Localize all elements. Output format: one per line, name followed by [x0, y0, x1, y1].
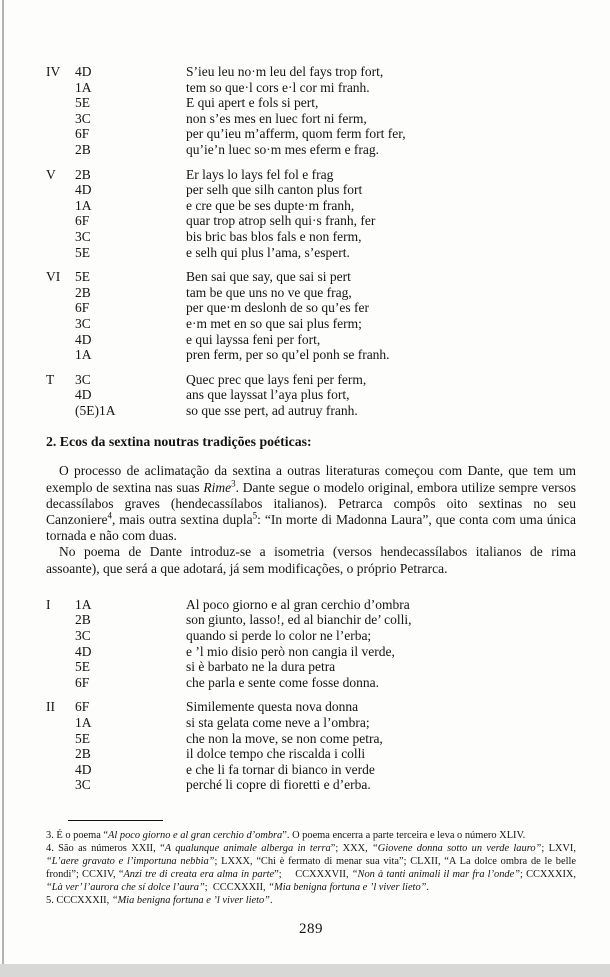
rhyme-key: 5E [75, 95, 90, 111]
verse-line [46, 213, 576, 229]
verse-text: per que·m deslonh de so qu’es fer [186, 300, 369, 316]
verse-line [46, 245, 576, 261]
stanza-number [46, 213, 75, 229]
verse-line [46, 731, 576, 747]
rhyme-key: 6F [75, 300, 90, 316]
text-segment: O processo de aclimatação da sextina a outras literaturas começou com Dante, que tem um exemplo de sextina nas suas [46, 463, 576, 495]
rhyme-key: 1A [75, 347, 92, 363]
stanza [46, 167, 576, 261]
stanza-number [46, 762, 75, 778]
rhyme-key: 4D [75, 761, 92, 777]
verse-line [46, 659, 576, 675]
verse-text: Quec prec que lays feni per ferm, [186, 371, 367, 387]
stanza [46, 269, 576, 363]
rhyme-key: 5E [75, 659, 90, 675]
footnote [46, 843, 576, 895]
stanza-number [46, 300, 75, 316]
text-segment: Anzi tre di creata era alma in parte [123, 868, 275, 880]
text-segment: “Là ver’ l’aurora che sí dolce l’aura” [46, 881, 205, 893]
verse-text: son giunto, lasso!, ed al bianchir de’ colli, [186, 612, 412, 628]
scan-bottom-edge [0, 964, 610, 977]
stanza-number [46, 126, 75, 142]
rhyme-key: 3C [75, 628, 91, 644]
verse-text: quando si perde lo color ne l’erba; [186, 628, 372, 644]
verse-line [46, 285, 576, 301]
verse-line [46, 715, 576, 731]
verse-line [46, 387, 576, 403]
rhyme-key: 4D [75, 64, 92, 79]
text-segment: 5 [252, 510, 258, 521]
verse-line [46, 167, 576, 183]
rhyme-key: 5E [75, 730, 90, 746]
stanza-number [46, 387, 75, 403]
verse-line [46, 332, 576, 348]
rhyme-key: 2B [75, 746, 91, 762]
stanza-number [46, 612, 75, 628]
footnote [46, 830, 576, 843]
rhyme-key: 3C [75, 777, 91, 793]
verse-line [46, 777, 576, 793]
verse-line [46, 80, 576, 96]
stanza-number [46, 229, 75, 245]
stanza-number [46, 628, 75, 644]
text-segment: . [269, 894, 273, 906]
rhyme-key: 3C [75, 315, 91, 331]
footnote [46, 895, 576, 908]
text-segment: ; CCCXXXII, [204, 881, 269, 893]
rhyme-key: (5E)1A [75, 402, 116, 418]
verse-text: per selh que silh canton plus fort [186, 182, 363, 198]
stanza-number [46, 659, 75, 675]
stanza-number [46, 403, 75, 419]
verse-text: e·m met en so que sai plus ferm; [186, 315, 362, 331]
rhyme-key: 6F [75, 674, 90, 690]
stanza [46, 699, 576, 793]
stanza-number: VI [46, 269, 61, 285]
verse-text: quar trop atrop selh qui·s franh, fer [186, 213, 376, 229]
verse-text: pren ferm, per so qu’el ponh se franh. [186, 347, 390, 363]
rhyme-key: 3C [75, 110, 91, 126]
verse-line [46, 300, 576, 316]
stanza-number [46, 644, 75, 660]
verse-text: perché li copre di fioretti e d’erba. [186, 777, 371, 793]
rhyme-key: 4D [75, 387, 92, 403]
verse-text: e qui layssa feni per fort, [186, 331, 321, 347]
stanza [46, 372, 576, 419]
text-segment: 4. São as números XXII, “ [46, 842, 165, 854]
stanza-number [46, 95, 75, 111]
page-number: 289 [299, 921, 323, 938]
verse-line [46, 597, 576, 613]
stanza-number [46, 245, 75, 261]
stanza-number [46, 347, 75, 363]
stanza-number: IV [46, 64, 61, 79]
text-segment: “L’aere gravato e l’importuna nebbia” [46, 855, 215, 867]
body-paragraphs [46, 463, 576, 576]
text-segment: ”. O poema encerra a parte terceira e leva o número XLIV. [282, 830, 526, 842]
text-segment: 4 [107, 510, 112, 521]
stanza-number: V [46, 166, 56, 182]
verse-text: il dolce tempo che riscalda i colli [186, 746, 366, 762]
text-segment: “Mia benigna fortuna e ’l viver lieto” [111, 894, 270, 906]
text-segment: . [426, 881, 430, 893]
text-segment: ”; CCXXXVII, [274, 868, 352, 880]
text-segment: , mais outra sextina dupla [111, 512, 253, 528]
text-segment: “Mia benigna fortuna e ’l viver lieto” [268, 881, 427, 893]
verse-text: Er lays lo lays fel fol e frag [186, 166, 334, 182]
stanza-number [46, 285, 75, 301]
paragraph [46, 463, 576, 544]
rhyme-key: 1A [75, 715, 92, 731]
page-content [46, 64, 576, 938]
verse-line [46, 372, 576, 388]
rhyme-key: 1A [75, 197, 92, 213]
verse-text: bis bric bas blos fals e non ferm, [186, 228, 362, 244]
text-segment: No poema de Dante introduz-se a isometria (versos hendecassílabos italianos de rima assoante), que será a que adotará, já sem modificações, o próprio Petrarca. [46, 544, 576, 576]
rhyme-key: 3C [75, 371, 91, 387]
verse-text: che parla e sente come fosse donna. [186, 674, 380, 690]
verse-line [46, 269, 576, 285]
stanza-number [46, 715, 75, 731]
verse-line [46, 142, 576, 158]
verse-line [46, 628, 576, 644]
verse-text: si è barbato ne la dura petra [186, 659, 336, 675]
occitan-sestina-block [46, 64, 576, 418]
section-heading: 2. Ecos da sextina noutras tradições poéticas: [46, 434, 312, 450]
stanza-number [46, 111, 75, 127]
rhyme-key: 3C [75, 228, 91, 244]
rhyme-key: 1A [75, 596, 92, 612]
verse-text: si sta gelata come neve a l’ombra; [186, 715, 370, 731]
rhyme-key: 4D [75, 643, 92, 659]
verse-line [46, 198, 576, 214]
verse-line [46, 126, 576, 142]
verse-text: qu’ie’n luec so·m mes eferm e frag. [186, 141, 380, 157]
stanza-number [46, 182, 75, 198]
verse-line [46, 111, 576, 127]
verse-text: Similemente questa nova donna [186, 699, 359, 715]
text-segment: ; LXXX, “Chi è fermato di menar sua vita”; CLXII, “A La dolce ombra de le belle frondi”; CCXIV, “ [46, 855, 576, 880]
rhyme-key: 5E [75, 269, 90, 285]
text-segment: ; CCXXXIX, [520, 868, 577, 880]
stanza [46, 64, 576, 158]
rhyme-key: 2B [75, 284, 91, 300]
rhyme-key: 2B [75, 612, 91, 628]
stanza-number [46, 80, 75, 96]
stanza-number [46, 777, 75, 793]
verse-line [46, 762, 576, 778]
text-segment: Rime [203, 479, 232, 495]
stanza-number [46, 332, 75, 348]
verse-text: E qui apert e fols si pert, [186, 95, 319, 111]
text-segment: A qualunque animale alberga in terra [164, 842, 331, 854]
rhyme-key: 2B [75, 141, 91, 157]
text-segment: 5. CCCXXXII, [46, 894, 112, 906]
text-segment: “Giovene donna sotto un verde lauro” [372, 842, 542, 854]
verse-line [46, 675, 576, 691]
verse-line [46, 182, 576, 198]
rhyme-key: 6F [75, 699, 90, 715]
text-segment: . Dante segue o modelo original, embora utilize sempre versos decassílabos graves (hendecassílabos italianos). Petrarca compôs oito sextinas no seu Canzoniere [46, 479, 576, 528]
rhyme-key: 5E [75, 244, 90, 260]
rhyme-key: 4D [75, 182, 92, 198]
verse-line [46, 699, 576, 715]
verse-text: S’ieu leu no·m leu del fays trop fort, [186, 64, 384, 79]
verse-line [46, 403, 576, 419]
verse-text: e ’l mio disio però non cangia il verde, [186, 643, 395, 659]
verse-line [46, 229, 576, 245]
verse-text: ans que layssat l’aya plus fort, [186, 387, 350, 403]
rhyme-key: 4D [75, 331, 92, 347]
verse-text: e selh qui plus l’ama, s’espert. [186, 244, 350, 260]
rhyme-key: 6F [75, 126, 90, 142]
verse-text: e cre que be ses dupte·m franh, [186, 197, 355, 213]
text-segment: 3 [231, 478, 236, 489]
footnotes-block [46, 830, 576, 907]
verse-line [46, 612, 576, 628]
stanza-number: T [46, 371, 55, 387]
verse-text: Al poco giorno e al gran cerchio d’ombra [186, 596, 410, 612]
footnote-separator [68, 820, 163, 821]
verse-text: Ben sai que say, que sai si pert [186, 269, 351, 285]
text-segment: ; LXVI, [541, 842, 576, 854]
stanza-number [46, 198, 75, 214]
text-segment: 3. É o poema “ [46, 830, 109, 842]
verse-text: so que sse pert, ad autruy franh. [186, 402, 358, 418]
stanza [46, 597, 576, 691]
verse-text: che non la move, se non come petra, [186, 730, 383, 746]
stanza-number: II [46, 699, 55, 715]
text-segment: “Non à tanti animali il mar fra l’onde” [351, 868, 521, 880]
stanza-number [46, 731, 75, 747]
text-segment: Al poco giorno e al gran cerchio d’ombra [108, 830, 283, 842]
text-segment: ”; XXX, [330, 842, 373, 854]
stanza-number: I [46, 596, 51, 612]
verse-line [46, 95, 576, 111]
stanza-number [46, 316, 75, 332]
verse-line [46, 347, 576, 363]
stanza-number [46, 142, 75, 158]
stanza-number [46, 675, 75, 691]
text-segment: : “In morte di Madonna Laura”, que conta com uma única tornada e não com duas. [46, 512, 576, 544]
verse-line [46, 64, 576, 80]
paragraph [46, 544, 576, 576]
rhyme-key: 2B [75, 166, 91, 182]
verse-line [46, 316, 576, 332]
dante-sestina-block [46, 597, 576, 793]
verse-text: non s’es mes en luec fort ni ferm, [186, 110, 367, 126]
verse-text: e che li fa tornar di bianco in verde [186, 761, 375, 777]
verse-line [46, 644, 576, 660]
verse-line [46, 746, 576, 762]
rhyme-key: 6F [75, 213, 90, 229]
verse-text: per qu’ieu m’afferm, quom ferm fort fer, [186, 126, 406, 142]
verse-text: tem so que·l cors e·l cor mi franh. [186, 79, 370, 95]
stanza-number [46, 746, 75, 762]
scan-left-edge [2, 0, 4, 977]
rhyme-key: 1A [75, 79, 92, 95]
verse-text: tam be que uns no ve que frag, [186, 284, 352, 300]
